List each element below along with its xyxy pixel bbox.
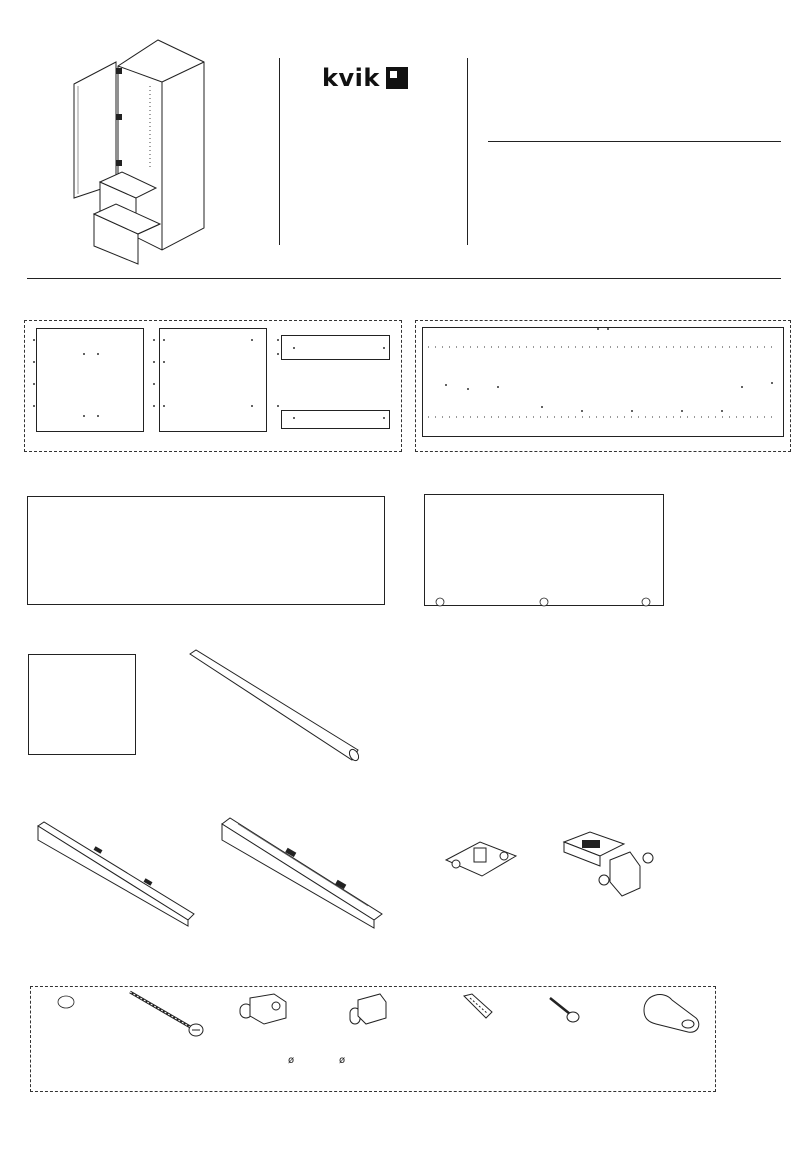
drawer-runner-icon [34,818,198,926]
header-divider-left [279,58,280,245]
dowel-icon [56,994,76,1010]
brand-name: kvik [322,64,380,92]
clothes-rail-icon [186,648,362,764]
header-divider-right [467,58,468,245]
screw-icon [126,988,206,1040]
shelf-support-icon [234,992,290,1028]
kvik-logo-icon [386,67,408,89]
door-hinge-cups [424,594,664,610]
diameter-symbol: ø [288,1055,295,1066]
header-title-line [488,141,781,142]
hinge-plate-icon [440,834,520,884]
brand-logo [322,64,408,92]
diameter-symbol: ø [339,1055,346,1066]
header-bottom-rule [27,278,781,279]
hinge-icon [560,830,660,904]
back-panel-hole-marks [422,327,784,437]
shelf-panel-square [28,654,136,755]
plastic-plug-icon [346,992,390,1030]
wall-plug-icon [460,992,496,1022]
drawer-front-large [27,496,385,605]
cabinet-illustration-icon [70,38,210,266]
drawer-runner-icon [218,814,386,930]
door-panel-wide [424,494,664,606]
small-screw-icon [546,994,582,1026]
panel-hole-marks [24,320,402,452]
rail-holder-icon [636,988,706,1038]
